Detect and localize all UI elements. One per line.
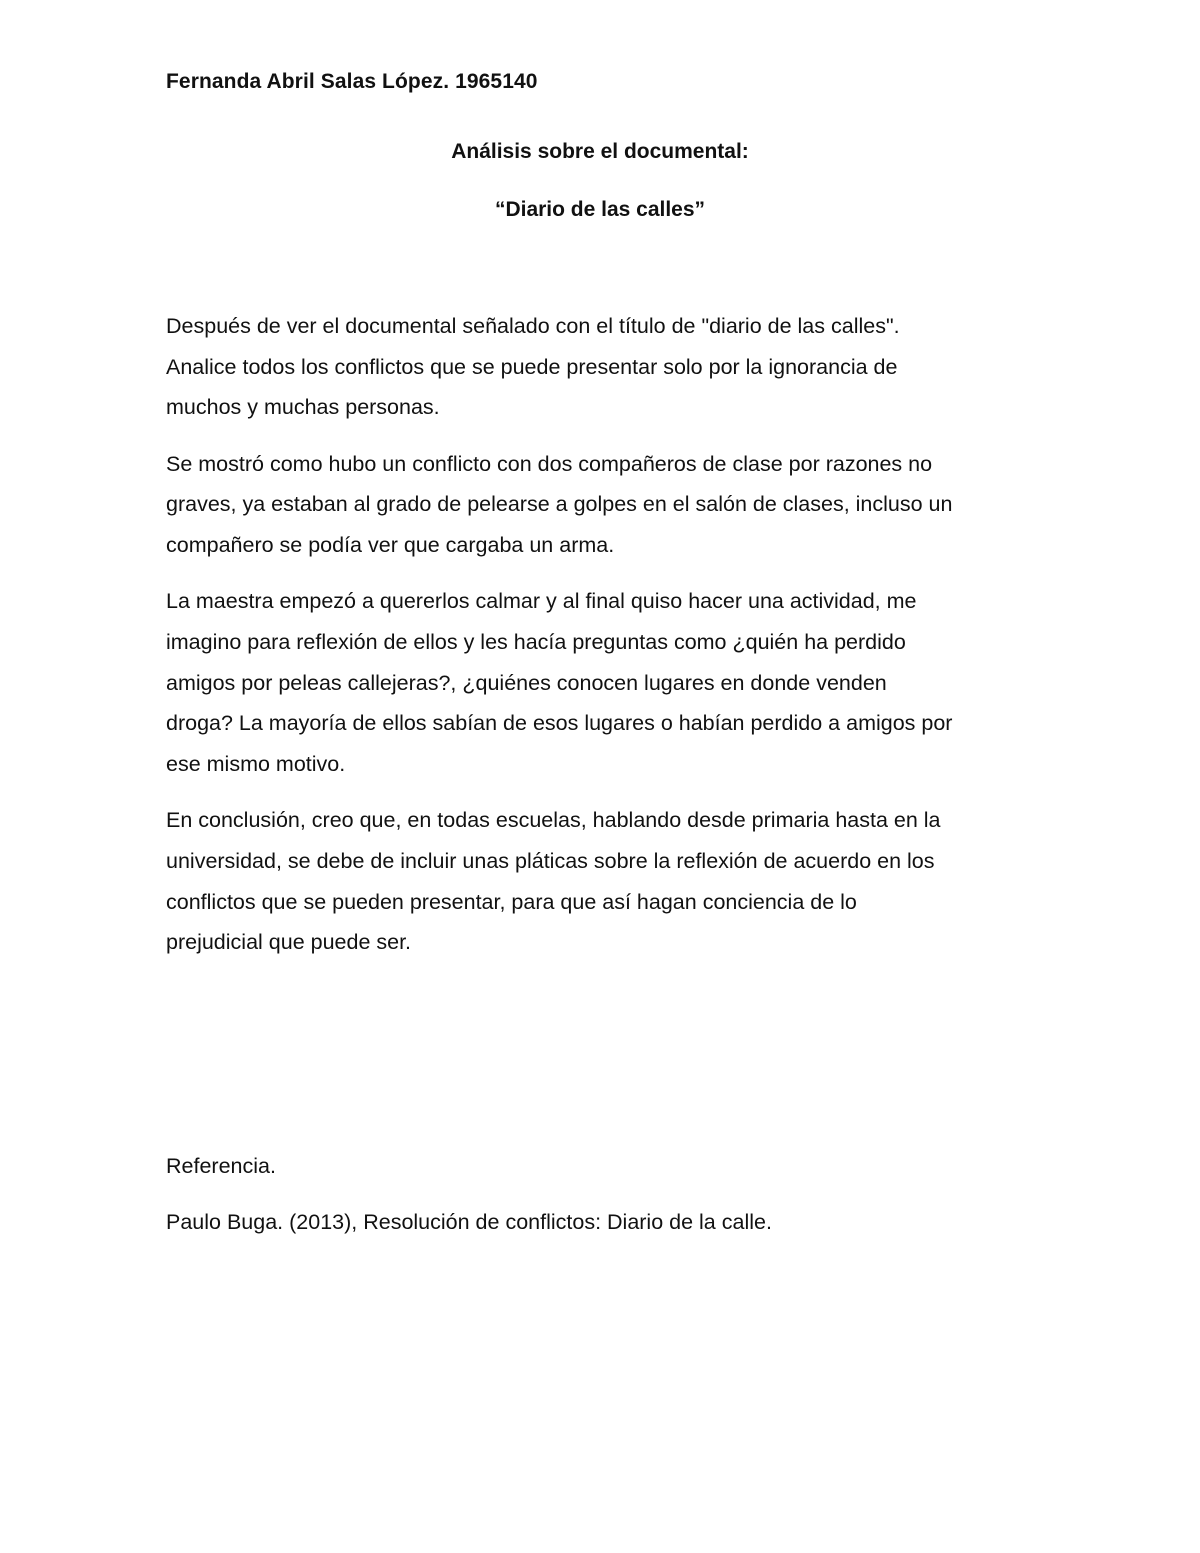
paragraph-2 bbox=[166, 444, 1034, 566]
document-title: Análisis sobre el documental: bbox=[451, 140, 749, 163]
paragraph-line: Después de ver el documental señalado con el título de "diario de las calles". bbox=[166, 314, 900, 338]
paragraph-line: compañero se podía ver que cargaba un arma. bbox=[166, 533, 615, 558]
document-subtitle: “Diario de las calles” bbox=[494, 198, 706, 221]
paragraph-3 bbox=[166, 581, 1034, 785]
paragraph-line: droga? La mayoría de ellos sabían de esos lugares o habían perdido a amigos por bbox=[166, 711, 953, 736]
reference-heading: Referencia. bbox=[166, 1154, 276, 1178]
body-text bbox=[166, 306, 1034, 979]
paragraph-line: amigos por peleas callejeras?, ¿quiénes conocen lugares en donde venden bbox=[166, 670, 887, 695]
paragraph-line: graves, ya estaban al grado de pelearse a golpes en el salón de clases, incluso un bbox=[166, 492, 953, 517]
reference-section bbox=[166, 1146, 1034, 1258]
author-line: Fernanda Abril Salas López. 1965140 bbox=[166, 70, 538, 93]
paragraph-line: prejudicial que puede ser. bbox=[166, 930, 412, 955]
paragraph-line: Analice todos los conflictos que se puede presentar solo por la ignorancia de bbox=[166, 354, 898, 379]
paragraph-line: conflictos que se pueden presentar, para que así hagan conciencia de lo bbox=[166, 889, 857, 914]
reference-entry: Paulo Buga. (2013), Resolución de conflictos: Diario de la calle. bbox=[166, 1210, 772, 1235]
paragraph-line: imagino para reflexión de ellos y les hacía preguntas como ¿quién ha perdido bbox=[166, 629, 906, 654]
paragraph-line: En conclusión, creo que, en todas escuelas, hablando desde primaria hasta en la bbox=[166, 808, 941, 833]
paragraph-4 bbox=[166, 800, 1034, 963]
paragraph-line: La maestra empezó a quererlos calmar y al final quiso hacer una actividad, me bbox=[166, 589, 917, 614]
paragraph-line: universidad, se debe de incluir unas pláticas sobre la reflexión de acuerdo en los bbox=[166, 848, 935, 873]
paragraph-line: Se mostró como hubo un conflicto con dos compañeros de clase por razones no bbox=[166, 451, 933, 476]
paragraph-1 bbox=[166, 306, 1034, 428]
paragraph-line: ese mismo motivo. bbox=[166, 752, 346, 777]
paragraph-line: muchos y muchas personas. bbox=[166, 395, 440, 420]
